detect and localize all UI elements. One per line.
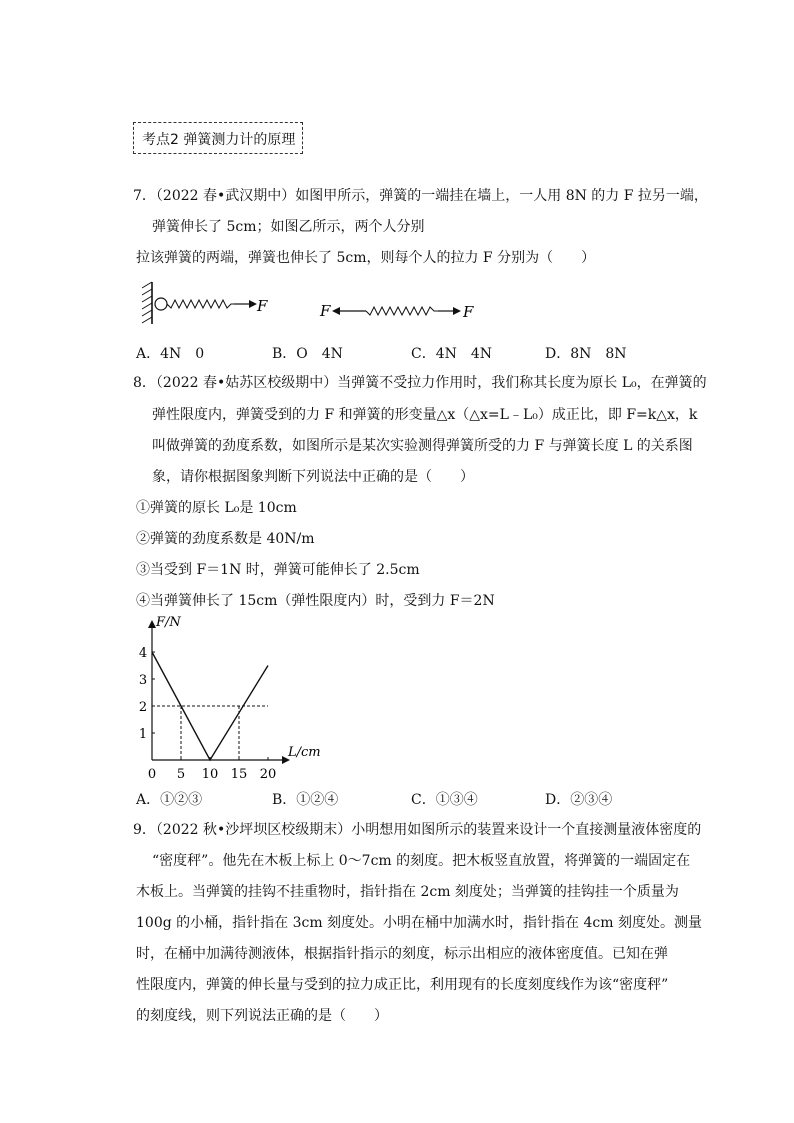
q7-option-a: A．4N 0 xyxy=(136,346,205,362)
spring-coil xyxy=(167,300,234,308)
q8-statement-2: ②弹簧的劲度系数是 40N/m xyxy=(136,531,315,547)
q8-line1: 8．（2022 春•姑苏区校级期中）当弹簧不受拉力作用时，我们称其长度为原长 L₀，在弹簧的 xyxy=(133,375,707,391)
force-label-f: F xyxy=(257,297,268,315)
q8-statement-1: ①弹簧的原长 L₀是 10cm xyxy=(136,500,297,516)
wall-hatching xyxy=(142,282,152,323)
x-tick-label: 0 xyxy=(147,767,157,782)
q7-figure-wall-spring xyxy=(136,280,286,330)
y-axis-label: F/N xyxy=(156,615,181,630)
force-label-f-right: F xyxy=(463,303,474,321)
q7-figure-two-people-spring xyxy=(318,296,483,326)
q9-line4: 100g 的小桶，指针指在 3cm 刻度处。小明在桶中加满水时，指针指在 4cm 刻度处。测量 xyxy=(136,915,702,931)
pull-arrow-head xyxy=(249,300,257,308)
q7-line2: 弹簧伸长了 5cm；如图乙所示，两个人分别 xyxy=(152,219,425,235)
y-tick-label: 1 xyxy=(138,727,148,742)
q9-line5: 时，在桶中加满待测液体，根据指针指示的刻度，标示出相应的液体密度值。已知在弹 xyxy=(136,946,668,962)
q7-line1: 7．（2022 春•武汉期中）如图甲所示，弹簧的一端挂在墙上，一人用 8N 的力 F 拉另一端， xyxy=(133,188,708,204)
q9-line2: “密度秤”。他先在木板上标上 0～7cm 的刻度。把木板竖直放置，将弹簧的一端固定在 xyxy=(152,853,691,869)
x-tick-label: 5 xyxy=(176,767,186,782)
left-arrow-head xyxy=(332,307,340,315)
q8-line4: 象，请你根据图象判断下列说法中正确的是（ ） xyxy=(152,469,474,485)
section-label: 考点2 弹簧测力计的原理 xyxy=(142,132,296,148)
q8-line2: 弹性限度内，弹簧受到的力 F 和弹簧的形变量△x（△x=L﹣L₀）成正比，即 F=k△x，k xyxy=(152,407,698,423)
spring-coil-two xyxy=(366,307,438,315)
q9-line1: 9．（2022 秋•沙坪坝区校级期末）小明想用如图所示的装置来设计一个直接测量液体密度的 xyxy=(133,822,702,838)
q9-line3: 木板上。当弹簧的挂钩不挂重物时，指针指在 2cm 刻度处；当弹簧的挂钩挂一个质量为 xyxy=(136,884,679,900)
q9-line6: 性限度内，弹簧的伸长量与受到的拉力成正比，利用现有的长度刻度线作为该“密度秤” xyxy=(136,977,669,993)
force-length-chart xyxy=(138,612,328,784)
y-tick-label: 4 xyxy=(138,646,148,661)
q9-line7: 的刻度线，则下列说法正确的是（ ） xyxy=(136,1008,388,1024)
q8-option-d: D．②③④ xyxy=(545,792,613,808)
q8-option-a: A．①②③ xyxy=(136,792,203,808)
wall-ring xyxy=(155,298,167,310)
q8-option-c: C．①③④ xyxy=(411,792,478,808)
y-tick-label: 3 xyxy=(138,673,148,688)
force-label-f-left: F xyxy=(320,302,331,320)
x-axis-label: L/cm xyxy=(288,745,321,760)
q8-statement-3: ③当受到 F＝1N 时，弹簧可能伸长了 2.5cm xyxy=(136,562,420,578)
q7-line3: 拉该弹簧的两端，弹簧也伸长了 5cm，则每个人的拉力 F 分别为（ ） xyxy=(136,250,596,266)
section-header-box xyxy=(133,122,303,154)
y-axis-arrow xyxy=(148,620,156,628)
x-tick-label: 15 xyxy=(230,767,248,782)
x-tick-label: 10 xyxy=(201,767,219,782)
q7-option-d: D．8N 8N xyxy=(545,346,627,362)
q8-statement-4: ④当弹簧伸长了 15cm（弹性限度内）时，受到力 F＝2N xyxy=(136,593,495,609)
y-tick-label: 2 xyxy=(138,700,148,715)
q8-line3: 叫做弹簧的劲度系数，如图所示是某次实验测得弹簧所受的力 F 与弹簧长度 L 的关系图 xyxy=(152,438,693,454)
q8-option-b: B．①②④ xyxy=(272,792,339,808)
q7-option-c: C．4N 4N xyxy=(411,346,493,362)
x-tick-label: 20 xyxy=(259,767,277,782)
q7-option-b: B．O 4N xyxy=(272,346,343,362)
right-arrow-head xyxy=(453,307,461,315)
